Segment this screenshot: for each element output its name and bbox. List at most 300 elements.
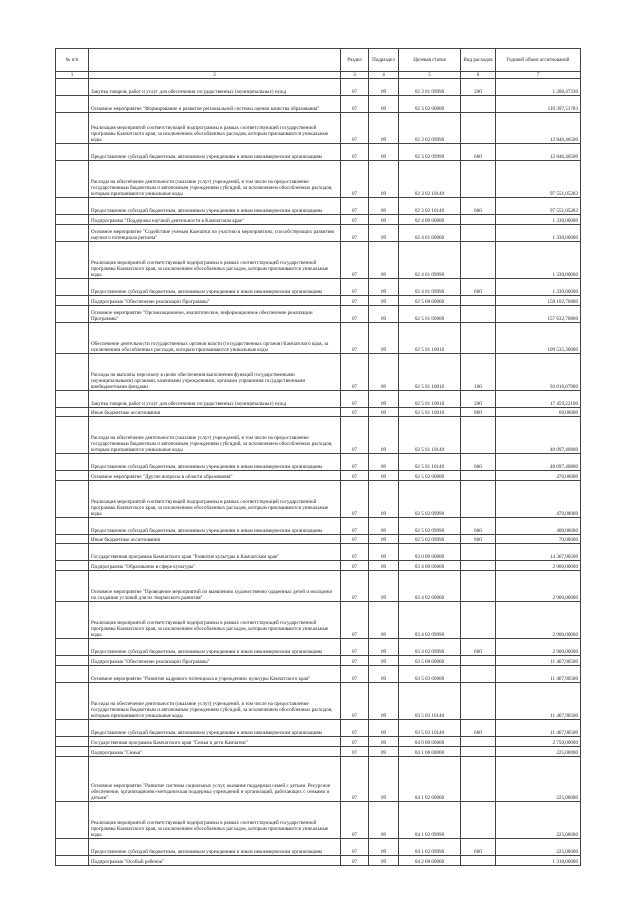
- csr-cell: 03 5 03 10140: [399, 683, 461, 720]
- sum-cell: 1 330,00000: [496, 215, 581, 225]
- num-cell: [56, 561, 89, 571]
- name-cell: Предоставление субсидий бюджетным, автономным учреждениям и иным некоммерческим организациям: [89, 639, 341, 656]
- num-cell: [56, 518, 89, 535]
- podrazdel-cell: 09: [369, 602, 399, 639]
- col-number: 7: [496, 72, 581, 79]
- table-row: [56, 225, 581, 242]
- sum-cell: 11 467,90500: [496, 656, 581, 666]
- sum-cell: 12 846,46500: [496, 113, 581, 144]
- col-number: 4: [369, 72, 399, 79]
- col-number: 5: [399, 72, 461, 79]
- razdel-cell: 07: [341, 471, 369, 481]
- sum-cell: 157 632,70800: [496, 306, 581, 323]
- vr-cell: 600: [461, 639, 496, 656]
- table-row: [56, 656, 581, 666]
- vr-cell: [461, 737, 496, 747]
- sum-cell: 2 900,00000: [496, 561, 581, 571]
- csr-cell: 02 5 02 09990: [399, 535, 461, 544]
- razdel-cell: 07: [341, 757, 369, 802]
- csr-cell: 03 4 02 09990: [399, 602, 461, 639]
- name-cell: Основное мероприятие "Содействие ученым Камчатки по участию в мероприятиях, способствующих развитию научного потенциала региона": [89, 225, 341, 242]
- podrazdel-cell: 09: [369, 242, 399, 279]
- razdel-cell: 07: [341, 856, 369, 866]
- num-cell: [56, 306, 89, 323]
- num-cell: [56, 602, 89, 639]
- name-cell: Иные бюджетные ассигнования: [89, 535, 341, 544]
- table-row: [56, 571, 581, 602]
- vr-cell: 800: [461, 535, 496, 544]
- podrazdel-cell: 09: [369, 79, 399, 96]
- num-cell: [56, 79, 89, 96]
- table-row: [56, 417, 581, 454]
- vr-cell: [461, 215, 496, 225]
- budget-table-sheet: [55, 48, 580, 866]
- name-cell: Предоставление субсидий бюджетным, автономным учреждениям и иным некоммерческим организациям: [89, 279, 341, 296]
- vr-cell: [461, 296, 496, 306]
- razdel-cell: 07: [341, 481, 369, 518]
- table-body: [56, 79, 581, 866]
- table-row: [56, 639, 581, 656]
- table-row: [56, 518, 581, 535]
- sum-cell: 14 367,90500: [496, 544, 581, 561]
- sum-cell: 2 900,00000: [496, 602, 581, 639]
- podrazdel-cell: 09: [369, 296, 399, 306]
- sum-cell: 48 097,40800: [496, 454, 581, 471]
- table-row: [56, 215, 581, 225]
- table-row: [56, 683, 581, 720]
- name-cell: Предоставление субсидий бюджетным, автономным учреждениям и иным некоммерческим организациям: [89, 518, 341, 535]
- name-cell: Подпрограмма "Обеспечение реализации Программы": [89, 296, 341, 306]
- podrazdel-cell: 09: [369, 666, 399, 683]
- csr-cell: 03 5 03 00000: [399, 666, 461, 683]
- header-num: № п/п: [56, 49, 89, 72]
- num-cell: [56, 747, 89, 757]
- vr-cell: 800: [461, 408, 496, 417]
- podrazdel-cell: 09: [369, 113, 399, 144]
- num-cell: [56, 683, 89, 720]
- table-row: [56, 802, 581, 839]
- num-cell: [56, 802, 89, 839]
- header-razdel: Раздел: [341, 49, 369, 72]
- num-cell: [56, 720, 89, 737]
- sum-cell: 97 551,05283: [496, 198, 581, 215]
- csr-cell: 02 5 01 10010: [399, 354, 461, 391]
- podrazdel-cell: 09: [369, 535, 399, 544]
- name-cell: Основное мероприятие "Развитие кадрового потенциала в учреждениях культуры Камчатского края": [89, 666, 341, 683]
- sum-cell: 1 330,00000: [496, 225, 581, 242]
- table-row: [56, 471, 581, 481]
- name-cell: Реализация мероприятий соответствующей подпрограммы в рамках соответствующей государственной программы Камчатского края, за исключением обособленных расходов, которым присваиваются уникальные коды: [89, 113, 341, 144]
- num-cell: [56, 215, 89, 225]
- num-cell: [56, 96, 89, 113]
- podrazdel-cell: 09: [369, 639, 399, 656]
- podrazdel-cell: 09: [369, 161, 399, 198]
- razdel-cell: 07: [341, 683, 369, 720]
- name-cell: Основное мероприятие "Организационное, аналитическое, информационное обеспечение реализации Программы": [89, 306, 341, 323]
- num-cell: [56, 296, 89, 306]
- num-cell: [56, 225, 89, 242]
- table-row: [56, 354, 581, 391]
- razdel-cell: 07: [341, 225, 369, 242]
- csr-cell: 04 0 00 00000: [399, 737, 461, 747]
- name-cell: Предоставление субсидий бюджетным, автономным учреждениям и иным некоммерческим организациям: [89, 144, 341, 161]
- sum-cell: 2 900,00000: [496, 571, 581, 602]
- sum-cell: 225,00000: [496, 757, 581, 802]
- num-cell: [56, 839, 89, 856]
- vr-cell: [461, 666, 496, 683]
- budget-table: [55, 48, 581, 866]
- razdel-cell: 07: [341, 639, 369, 656]
- csr-cell: 02 5 01 00000: [399, 306, 461, 323]
- razdel-cell: 07: [341, 544, 369, 561]
- vr-cell: 600: [461, 839, 496, 856]
- vr-cell: 600: [461, 518, 496, 535]
- sum-cell: 1 330,00000: [496, 279, 581, 296]
- sum-cell: 2 900,00000: [496, 639, 581, 656]
- num-cell: [56, 454, 89, 471]
- num-cell: [56, 856, 89, 866]
- razdel-cell: 07: [341, 391, 369, 408]
- table-row: [56, 198, 581, 215]
- table-row: [56, 747, 581, 757]
- razdel-cell: 07: [341, 571, 369, 602]
- col-number: 6: [461, 72, 496, 79]
- razdel-cell: 07: [341, 802, 369, 839]
- table-row: [56, 113, 581, 144]
- csr-cell: 02 5 01 10010: [399, 391, 461, 408]
- header-vr: Вид расходов: [461, 49, 496, 72]
- vr-cell: [461, 225, 496, 242]
- num-cell: [56, 471, 89, 481]
- razdel-cell: 07: [341, 144, 369, 161]
- podrazdel-cell: 09: [369, 737, 399, 747]
- table-row: [56, 408, 581, 417]
- num-cell: [56, 408, 89, 417]
- sum-cell: 158 102,70800: [496, 296, 581, 306]
- table-row: [56, 296, 581, 306]
- razdel-cell: 07: [341, 198, 369, 215]
- podrazdel-cell: 09: [369, 481, 399, 518]
- csr-cell: 02 3 02 09990: [399, 113, 461, 144]
- razdel-cell: 07: [341, 354, 369, 391]
- podrazdel-cell: 09: [369, 215, 399, 225]
- table-row: [56, 481, 581, 518]
- razdel-cell: 07: [341, 737, 369, 747]
- razdel-cell: 07: [341, 79, 369, 96]
- podrazdel-cell: 09: [369, 279, 399, 296]
- razdel-cell: 07: [341, 561, 369, 571]
- vr-cell: [461, 417, 496, 454]
- podrazdel-cell: 09: [369, 198, 399, 215]
- num-cell: [56, 391, 89, 408]
- csr-cell: 02 5 01 10010: [399, 408, 461, 417]
- table-row: [56, 144, 581, 161]
- razdel-cell: 07: [341, 839, 369, 856]
- name-cell: Расходы на выплаты персоналу в целях обеспечения выполнения функций государственными (муниципальными) органами, казенными учреждениями, органами управления государственными внебюджетными фондами: [89, 354, 341, 391]
- razdel-cell: 07: [341, 215, 369, 225]
- name-cell: Основное мероприятие "Формирование и развитие региональной системы оценки качества образования": [89, 96, 341, 113]
- vr-cell: [461, 802, 496, 839]
- vr-cell: [461, 481, 496, 518]
- podrazdel-cell: 09: [369, 306, 399, 323]
- table-row: [56, 279, 581, 296]
- podrazdel-cell: 09: [369, 757, 399, 802]
- column-number-row: [56, 72, 581, 79]
- table-row: [56, 79, 581, 96]
- csr-cell: 02 5 01 10140: [399, 417, 461, 454]
- sum-cell: 48 097,40800: [496, 417, 581, 454]
- sum-cell: 400,00000: [496, 518, 581, 535]
- vr-cell: [461, 242, 496, 279]
- header-name: [89, 49, 341, 72]
- table-row: [56, 737, 581, 747]
- num-cell: [56, 666, 89, 683]
- razdel-cell: 07: [341, 518, 369, 535]
- sum-cell: 92 016,07900: [496, 354, 581, 391]
- num-cell: [56, 639, 89, 656]
- podrazdel-cell: 09: [369, 839, 399, 856]
- sum-cell: 17 459,22100: [496, 391, 581, 408]
- col-number: 1: [56, 72, 89, 79]
- razdel-cell: 07: [341, 408, 369, 417]
- table-row: [56, 666, 581, 683]
- num-cell: [56, 113, 89, 144]
- csr-cell: 02 5 00 00000: [399, 296, 461, 306]
- vr-cell: 600: [461, 198, 496, 215]
- vr-cell: 100: [461, 354, 496, 391]
- csr-cell: 02 5 01 10010: [399, 323, 461, 354]
- header-podrazdel: Подраздел: [369, 49, 399, 72]
- table-row: [56, 306, 581, 323]
- name-cell: Реализация мероприятий соответствующей подпрограммы в рамках соответствующей государственной программы Камчатского края, за исключением обособленных расходов, которым присваиваются уникальные коды: [89, 602, 341, 639]
- podrazdel-cell: 09: [369, 96, 399, 113]
- num-cell: [56, 323, 89, 354]
- name-cell: Расходы на обеспечение деятельности (оказание услуг) учреждений, в том числе на предоставление государственным бюджетным и автономным учреждениям субсидий, за исключением обособленных расходов, которым присваиваются уникальные коды: [89, 417, 341, 454]
- csr-cell: 02 4 01 09990: [399, 279, 461, 296]
- name-cell: Основное мероприятие "Развитие системы социальных услуг, оказание поддержки семей с детьми. Ресурсное обеспечение, организационно-методическая поддержка учреждений и организаций, работающих с семьями и детьми": [89, 757, 341, 802]
- razdel-cell: 07: [341, 747, 369, 757]
- name-cell: Расходы на обеспечение деятельности (оказание услуг) учреждений, в том числе на предоставление государственным бюджетным и автономным учреждениям субсидий, за исключением обособленных расходов, которым присваиваются уникальные коды: [89, 161, 341, 198]
- csr-cell: 04 1 02 09990: [399, 839, 461, 856]
- vr-cell: 200: [461, 79, 496, 96]
- vr-cell: 600: [461, 720, 496, 737]
- csr-cell: 03 4 00 00000: [399, 561, 461, 571]
- num-cell: [56, 354, 89, 391]
- vr-cell: [461, 96, 496, 113]
- num-cell: [56, 417, 89, 454]
- num-cell: [56, 571, 89, 602]
- num-cell: [56, 656, 89, 666]
- sum-cell: 470,00000: [496, 481, 581, 518]
- table-row: [56, 757, 581, 802]
- sum-cell: 2 750,00000: [496, 737, 581, 747]
- csr-cell: 04 1 02 00000: [399, 757, 461, 802]
- vr-cell: [461, 683, 496, 720]
- sum-cell: 11 467,90500: [496, 683, 581, 720]
- vr-cell: 200: [461, 391, 496, 408]
- num-cell: [56, 198, 89, 215]
- podrazdel-cell: 09: [369, 561, 399, 571]
- sum-cell: 97 551,05283: [496, 161, 581, 198]
- razdel-cell: 07: [341, 454, 369, 471]
- podrazdel-cell: 09: [369, 391, 399, 408]
- name-cell: Подпрограмма "Семья": [89, 747, 341, 757]
- csr-cell: 02 4 00 00000: [399, 215, 461, 225]
- sum-cell: 1 310,00000: [496, 856, 581, 866]
- csr-cell: 02 3 02 09990: [399, 144, 461, 161]
- sum-cell: 11 467,90500: [496, 666, 581, 683]
- table-row: [56, 602, 581, 639]
- csr-cell: 04 1 02 09990: [399, 802, 461, 839]
- csr-cell: 02 3 02 00000: [399, 96, 461, 113]
- vr-cell: [461, 113, 496, 144]
- sum-cell: 225,00000: [496, 839, 581, 856]
- table-row: [56, 161, 581, 198]
- name-cell: Государственная программа Камчатского края "Семья и дети Камчатки": [89, 737, 341, 747]
- podrazdel-cell: 09: [369, 656, 399, 666]
- table-row: [56, 856, 581, 866]
- vr-cell: [461, 656, 496, 666]
- num-cell: [56, 481, 89, 518]
- razdel-cell: 07: [341, 417, 369, 454]
- table-row: [56, 561, 581, 571]
- csr-cell: 02 3 01 09990: [399, 79, 461, 96]
- podrazdel-cell: 09: [369, 683, 399, 720]
- table-row: [56, 544, 581, 561]
- razdel-cell: 07: [341, 242, 369, 279]
- csr-cell: 03 5 00 00000: [399, 656, 461, 666]
- name-cell: Закупка товаров, работ и услуг для обеспечения государственных (муниципальных) нужд: [89, 391, 341, 408]
- vr-cell: [461, 602, 496, 639]
- csr-cell: 02 4 01 00000: [399, 225, 461, 242]
- name-cell: Основное мероприятие "Проведение мероприятий по выявлению художественно одаренных детей и молодежи по созданию условий для их творческого развития": [89, 571, 341, 602]
- podrazdel-cell: 09: [369, 471, 399, 481]
- name-cell: Иные бюджетные ассигнования: [89, 408, 341, 417]
- sum-cell: 110 397,51783: [496, 96, 581, 113]
- podrazdel-cell: 09: [369, 417, 399, 454]
- table-row: [56, 454, 581, 471]
- table-row: [56, 391, 581, 408]
- csr-cell: 02 3 02 10140: [399, 161, 461, 198]
- name-cell: Предоставление субсидий бюджетным, автономным учреждениям и иным некоммерческим организациям: [89, 839, 341, 856]
- razdel-cell: 07: [341, 720, 369, 737]
- podrazdel-cell: 09: [369, 354, 399, 391]
- csr-cell: 03 4 02 09990: [399, 639, 461, 656]
- num-cell: [56, 535, 89, 544]
- num-cell: [56, 544, 89, 561]
- vr-cell: [461, 757, 496, 802]
- name-cell: Предоставление субсидий бюджетным, автономным учреждениям и иным некоммерческим организациям: [89, 454, 341, 471]
- podrazdel-cell: 09: [369, 225, 399, 242]
- razdel-cell: 07: [341, 323, 369, 354]
- razdel-cell: 07: [341, 306, 369, 323]
- num-cell: [56, 757, 89, 802]
- sum-cell: 1 200,47330: [496, 79, 581, 96]
- podrazdel-cell: 09: [369, 544, 399, 561]
- razdel-cell: 07: [341, 656, 369, 666]
- num-cell: [56, 279, 89, 296]
- razdel-cell: 07: [341, 535, 369, 544]
- razdel-cell: 07: [341, 161, 369, 198]
- csr-cell: 02 3 02 10140: [399, 198, 461, 215]
- name-cell: Подпрограмма "Особый ребенок": [89, 856, 341, 866]
- name-cell: Обеспечение деятельности государственных органов власти (государственных органов) Камчатского края, за исключением обособленных расходов, которым присваиваются уникальные коды: [89, 323, 341, 354]
- table-row: [56, 96, 581, 113]
- name-cell: Подпрограмма "Образование в сфере культуры": [89, 561, 341, 571]
- vr-cell: [461, 471, 496, 481]
- podrazdel-cell: 09: [369, 802, 399, 839]
- csr-cell: 02 5 01 10140: [399, 454, 461, 471]
- sum-cell: 225,00000: [496, 802, 581, 839]
- vr-cell: [461, 747, 496, 757]
- table-row: [56, 323, 581, 354]
- razdel-cell: 07: [341, 279, 369, 296]
- razdel-cell: 07: [341, 96, 369, 113]
- csr-cell: 04 2 00 00000: [399, 856, 461, 866]
- name-cell: Государственная программа Камчатского края "Развитие культуры в Камчатском крае": [89, 544, 341, 561]
- table-row: [56, 720, 581, 737]
- podrazdel-cell: 09: [369, 323, 399, 354]
- header-sum: Годовой объем ассигнований: [496, 49, 581, 72]
- csr-cell: 02 5 02 00000: [399, 471, 461, 481]
- podrazdel-cell: 09: [369, 454, 399, 471]
- csr-cell: 03 0 00 00000: [399, 544, 461, 561]
- name-cell: Подпрограмма "Поддержка научной деятельности в Камчатском крае": [89, 215, 341, 225]
- podrazdel-cell: 09: [369, 408, 399, 417]
- sum-cell: 70,00000: [496, 535, 581, 544]
- csr-cell: 03 5 03 10140: [399, 720, 461, 737]
- podrazdel-cell: 09: [369, 571, 399, 602]
- table-row: [56, 535, 581, 544]
- vr-cell: [461, 323, 496, 354]
- razdel-cell: 07: [341, 296, 369, 306]
- sum-cell: 12 846,46500: [496, 144, 581, 161]
- podrazdel-cell: 09: [369, 720, 399, 737]
- razdel-cell: 07: [341, 602, 369, 639]
- header-row: [56, 49, 581, 72]
- podrazdel-cell: 09: [369, 518, 399, 535]
- vr-cell: [461, 571, 496, 602]
- name-cell: Основное мероприятие "Другие вопросы в области образования": [89, 471, 341, 481]
- sum-cell: 470,00000: [496, 471, 581, 481]
- csr-cell: 02 5 02 09990: [399, 481, 461, 518]
- csr-cell: 02 4 01 09990: [399, 242, 461, 279]
- name-cell: Реализация мероприятий соответствующей подпрограммы в рамках соответствующей государственной программы Камчатского края, за исключением обособленных расходов, которым присваиваются уникальные коды: [89, 481, 341, 518]
- sum-cell: 60,00000: [496, 408, 581, 417]
- name-cell: Реализация мероприятий соответствующей подпрограммы в рамках соответствующей государственной программы Камчатского края, за исключением обособленных расходов, которым присваиваются уникальные коды: [89, 242, 341, 279]
- csr-cell: 03 4 02 00000: [399, 571, 461, 602]
- razdel-cell: 07: [341, 113, 369, 144]
- name-cell: Расходы на обеспечение деятельности (оказание услуг) учреждений, в том числе на предоставление государственным бюджетным и автономным учреждениям субсидий, за исключением обособленных расходов, которым присваиваются уникальные коды: [89, 683, 341, 720]
- vr-cell: [461, 161, 496, 198]
- name-cell: Закупка товаров, работ и услуг для обеспечения государственных (муниципальных) нужд: [89, 79, 341, 96]
- name-cell: Предоставление субсидий бюджетным, автономным учреждениям и иным некоммерческим организациям: [89, 198, 341, 215]
- podrazdel-cell: 09: [369, 747, 399, 757]
- name-cell: Подпрограмма "Обеспечение реализации Программы": [89, 656, 341, 666]
- num-cell: [56, 242, 89, 279]
- vr-cell: 600: [461, 454, 496, 471]
- podrazdel-cell: 09: [369, 144, 399, 161]
- table-row: [56, 839, 581, 856]
- razdel-cell: 07: [341, 666, 369, 683]
- num-cell: [56, 161, 89, 198]
- csr-cell: 02 5 02 09990: [399, 518, 461, 535]
- num-cell: [56, 144, 89, 161]
- vr-cell: 600: [461, 144, 496, 161]
- table-row: [56, 242, 581, 279]
- name-cell: Предоставление субсидий бюджетным, автономным учреждениям и иным некоммерческим организациям: [89, 720, 341, 737]
- col-number: 3: [341, 72, 369, 79]
